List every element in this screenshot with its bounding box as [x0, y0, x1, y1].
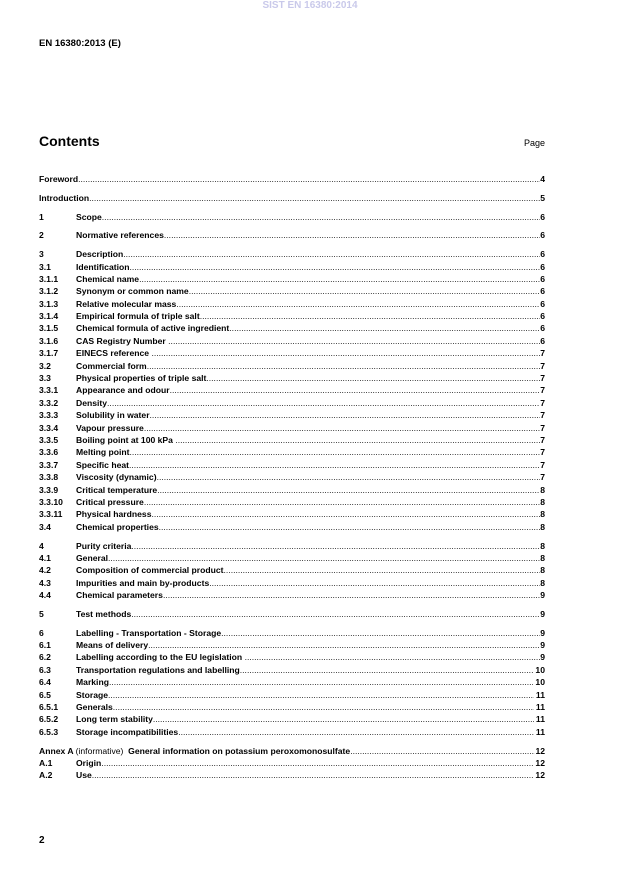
toc-entry[interactable]	[39, 397, 545, 409]
dot-leader	[157, 471, 541, 483]
toc-entry[interactable]	[39, 564, 545, 576]
toc-entry-number: 6.3	[39, 664, 51, 675]
toc-entry-number: 3.3.4	[39, 422, 59, 433]
toc-entry[interactable]	[39, 651, 545, 663]
dot-leader	[147, 360, 541, 372]
toc-entry-number: 1	[39, 211, 44, 222]
toc-entry-number: 3.1.7	[39, 348, 59, 359]
toc-entry[interactable]	[39, 446, 545, 458]
dot-leader	[92, 769, 533, 781]
toc-entry-page: 9	[540, 640, 545, 651]
watermark: SIST EN 16380:2014	[262, 0, 358, 11]
toc-entry-number: 4	[39, 540, 44, 551]
dot-leader	[108, 689, 534, 701]
toc-entry-page: 9	[540, 590, 545, 601]
toc-entry-number: A.2	[39, 770, 53, 781]
toc-entry-number: 3.3.6	[39, 447, 59, 458]
toc-entry-title: Synonym or common name	[76, 286, 189, 297]
toc-entry-page: 11	[533, 701, 545, 712]
toc-entry-title: Transportation regulations and labelling	[76, 664, 240, 675]
dot-leader	[129, 459, 540, 471]
toc-entry-number: 3.1	[39, 261, 51, 272]
dot-leader	[189, 285, 541, 297]
annex-label: Annex A	[39, 745, 74, 756]
toc-entry-page: 9	[540, 627, 545, 638]
toc-entry-title: Introduction	[39, 192, 90, 203]
toc-entry-title: Chemical properties	[76, 521, 159, 532]
toc-entry-number: 3.1.2	[39, 286, 59, 297]
toc-entry-title: Vapour pressure	[76, 422, 144, 433]
toc-entry-number: 3.3.1	[39, 385, 59, 396]
toc-entry-title: Density	[76, 397, 108, 408]
toc-entry-number: 3.3.3	[39, 410, 59, 421]
toc-entry-page: 8	[540, 496, 545, 507]
dot-leader	[151, 347, 540, 359]
dot-leader	[168, 335, 540, 347]
dot-leader	[108, 552, 540, 564]
dot-leader	[170, 384, 541, 396]
toc-entry-title: General	[76, 552, 109, 563]
toc-entry-page: 7	[540, 360, 545, 371]
toc-entry-number: 6	[39, 627, 44, 638]
dot-leader	[102, 211, 540, 223]
toc-entry[interactable]	[39, 285, 545, 297]
toc-entry[interactable]	[39, 757, 545, 769]
dot-leader	[151, 508, 540, 520]
toc-entry-number: 6.5	[39, 689, 51, 700]
toc-entry[interactable]	[39, 639, 545, 651]
toc-entry-page: 7	[540, 447, 545, 458]
toc-entry-title: Foreword	[39, 174, 79, 184]
toc-entry-page: 6	[540, 323, 545, 334]
toc-entry-page: 11	[533, 689, 545, 700]
toc-entry[interactable]	[39, 384, 545, 396]
toc-entry-page: 6	[540, 211, 545, 222]
toc-entry-title: Appearance and odour	[76, 385, 170, 396]
toc-entry[interactable]	[39, 310, 545, 322]
toc-entry-page: 8	[540, 484, 545, 495]
toc-entry-page: 8	[540, 577, 545, 588]
toc-entry-page: 10	[533, 664, 545, 675]
toc-entry[interactable]	[39, 508, 545, 520]
toc-entry[interactable]	[39, 409, 545, 421]
toc-entry-number: 3.4	[39, 521, 51, 532]
toc-entry-number: 6.5.3	[39, 726, 59, 737]
dot-leader	[176, 298, 540, 310]
dot-leader	[144, 422, 540, 434]
annex-title: General information on potassium peroxomonosulfate	[128, 745, 351, 756]
toc-entry[interactable]	[39, 372, 545, 384]
toc-entry-title: Impurities and main by-products	[76, 577, 210, 588]
toc-entry-number: 2	[39, 230, 44, 241]
toc-entry[interactable]	[39, 347, 545, 359]
toc-entry[interactable]	[39, 434, 545, 446]
dot-leader	[350, 745, 535, 757]
dot-leader	[144, 496, 540, 508]
dot-leader	[229, 322, 540, 334]
toc-entry[interactable]	[39, 229, 545, 241]
toc-entry-number: 6.4	[39, 677, 51, 688]
toc-entry-title: Storage incompatibilities	[76, 726, 179, 737]
toc-entry-title: Physical hardness	[76, 509, 152, 520]
toc-entry[interactable]	[39, 192, 545, 204]
toc-entry-page: 8	[540, 509, 545, 520]
toc-entry[interactable]	[39, 248, 545, 260]
toc-entry-page: 11	[533, 714, 545, 725]
toc-entry-title: Critical pressure	[76, 496, 144, 507]
toc-entry-title: CAS Registry Number	[76, 335, 169, 346]
dot-leader	[113, 701, 534, 713]
document-header: EN 16380:2013 (E)	[39, 38, 121, 49]
toc-entry-number: 4.4	[39, 590, 51, 601]
toc-entry-title: Test methods	[76, 608, 132, 619]
toc-entry-number: 3.3.5	[39, 434, 59, 445]
toc-entry-page: 7	[540, 348, 545, 359]
toc-entry-page: 7	[540, 385, 545, 396]
toc-entry-page: 6	[540, 230, 545, 241]
annex-qualifier: (informative)	[75, 745, 124, 756]
toc-entry[interactable]	[39, 769, 545, 781]
toc-entry-number: 3.3.2	[39, 397, 59, 408]
toc-entry-page: 7	[540, 422, 545, 433]
dot-leader	[206, 372, 540, 384]
toc-entry[interactable]	[39, 726, 545, 738]
dot-leader	[123, 248, 540, 260]
toc-entry-number: 5	[39, 608, 44, 619]
toc-entry-number: 4.1	[39, 552, 51, 563]
toc-entry-title: EINECS reference	[76, 348, 152, 359]
toc-entry-page: 9	[540, 652, 545, 663]
toc-entry-page: 6	[540, 249, 545, 260]
dot-leader	[240, 664, 533, 676]
toc-entry-title	[39, 745, 350, 757]
toc-entry-number: 3.1.6	[39, 335, 59, 346]
toc-entry-number: 3.3.8	[39, 472, 59, 483]
toc-entry-number: 6.5.2	[39, 714, 59, 725]
dot-leader	[157, 484, 540, 496]
toc-entry-page: 9	[540, 608, 545, 619]
toc-entry-page: 7	[540, 434, 545, 445]
toc-entry-page: 8	[540, 540, 545, 551]
toc-entry-annex-a[interactable]	[39, 745, 545, 757]
toc-entry[interactable]	[39, 540, 545, 552]
toc-entry-number: 6.5.1	[39, 701, 59, 712]
toc-entry-page: 10	[533, 677, 545, 688]
toc-entry[interactable]	[39, 261, 545, 273]
toc-entry-page: 7	[540, 373, 545, 384]
dot-leader	[200, 310, 541, 322]
dot-leader	[131, 608, 540, 620]
toc-entry-number: 3.2	[39, 360, 51, 371]
toc-entry-number: 3.3.10	[39, 496, 63, 507]
toc-entry-page: 7	[540, 397, 545, 408]
toc-entry-title: Labelling - Transportation - Storage	[76, 627, 222, 638]
toc-entry-number: 4.2	[39, 565, 51, 576]
toc-entry-number: 3.3.11	[39, 509, 63, 520]
dot-leader	[224, 564, 541, 576]
toc-entry-title: Commercial form	[76, 360, 147, 371]
toc-entry-page: 6	[540, 286, 545, 297]
toc-entry-page: 8	[540, 565, 545, 576]
dot-leader	[109, 676, 533, 688]
dot-leader	[139, 273, 540, 285]
dot-leader	[89, 192, 540, 204]
toc-entry-page: 11	[533, 726, 545, 737]
toc-entry-page: 7	[540, 459, 545, 470]
toc-entry-page: 7	[540, 410, 545, 421]
dot-leader	[245, 651, 541, 663]
toc-entry-title: Marking	[76, 677, 109, 688]
table-of-contents	[39, 173, 545, 782]
toc-entry[interactable]	[39, 608, 545, 620]
dot-leader	[153, 713, 534, 725]
toc-entry-title: Purity criteria	[76, 540, 132, 551]
toc-entry-title: Composition of commercial product	[76, 565, 224, 576]
toc-entry[interactable]	[39, 664, 545, 676]
toc-entry[interactable]	[39, 211, 545, 223]
toc-entry[interactable]	[39, 676, 545, 688]
toc-entry-title: Solubility in water	[76, 410, 150, 421]
toc-entry-title: Description	[76, 249, 124, 260]
toc-entry-page: 8	[540, 552, 545, 563]
toc-entry[interactable]	[39, 552, 545, 564]
dot-leader	[159, 521, 541, 533]
toc-entry[interactable]	[39, 422, 545, 434]
dot-leader	[163, 589, 540, 601]
toc-entry-title: Boiling point at 100 kPa	[76, 434, 176, 445]
toc-entry[interactable]	[39, 360, 545, 372]
toc-entry-title: Generals	[76, 701, 113, 712]
toc-entry[interactable]	[39, 521, 545, 533]
toc-entry-number: 3.3.9	[39, 484, 59, 495]
toc-entry-title: Chemical parameters	[76, 590, 163, 601]
toc-entry-title: Melting point	[76, 447, 130, 458]
toc-entry-page: 12	[535, 745, 545, 756]
page-column-label: Page	[523, 138, 545, 148]
toc-entry-number: 6.2	[39, 652, 51, 663]
toc-entry-page: 5	[540, 192, 545, 203]
toc-entry[interactable]	[39, 273, 545, 285]
dot-leader	[221, 627, 540, 639]
toc-entry-page: 8	[540, 521, 545, 532]
toc-entry-title: Normative references	[76, 230, 164, 241]
toc-entry-title: Viscosity (dynamic)	[76, 472, 157, 483]
toc-entry[interactable]	[39, 298, 545, 310]
toc-entry-page: 12	[533, 757, 545, 768]
dot-leader	[148, 639, 540, 651]
toc-entry-number: 4.3	[39, 577, 51, 588]
toc-entry-title: Long term stability	[76, 714, 153, 725]
toc-entry-title: Physical properties of triple salt	[76, 373, 207, 384]
dot-leader	[129, 261, 540, 273]
toc-entry-title: Critical temperature	[76, 484, 158, 495]
toc-entry-title: Chemical name	[76, 273, 140, 284]
dot-leader	[178, 726, 533, 738]
toc-entry-number: 6.1	[39, 640, 51, 651]
toc-entry[interactable]	[39, 471, 545, 483]
toc-entry-number: 3.3	[39, 373, 51, 384]
toc-entry-title: Scope	[76, 211, 102, 222]
toc-entry[interactable]	[39, 322, 545, 334]
toc-entry-number: 3.1.4	[39, 311, 59, 322]
toc-entry-page: 6	[540, 273, 545, 284]
toc-entry-page: 4	[540, 174, 545, 184]
toc-entry-title: Means of delivery	[76, 640, 149, 651]
dot-leader	[131, 540, 540, 552]
dot-leader	[164, 229, 540, 241]
toc-entry-title: Empirical formula of triple salt	[76, 311, 200, 322]
toc-entry-page: 6	[540, 311, 545, 322]
toc-entry[interactable]	[39, 689, 545, 701]
toc-entry-page: 6	[540, 335, 545, 346]
dot-leader	[78, 173, 540, 185]
toc-entry[interactable]	[39, 713, 545, 725]
dot-leader	[150, 409, 541, 421]
dot-leader	[209, 577, 540, 589]
dot-leader	[107, 397, 540, 409]
toc-entry[interactable]	[39, 577, 545, 589]
toc-entry-number: 3.1.5	[39, 323, 59, 334]
toc-entry-title: Specific heat	[76, 459, 130, 470]
toc-entry-number: 3.1.1	[39, 273, 59, 284]
toc-entry-page: 7	[540, 472, 545, 483]
toc-entry-page: 6	[540, 261, 545, 272]
toc-entry-title: Labelling according to the EU legislation	[76, 652, 245, 663]
toc-entry[interactable]	[39, 335, 545, 347]
toc-entry-page: 12	[533, 770, 545, 781]
page-number: 2	[39, 835, 45, 846]
toc-entry-title: Identification	[76, 261, 130, 272]
dot-leader	[129, 446, 540, 458]
contents-title: Contents	[39, 133, 100, 149]
toc-entry[interactable]	[39, 484, 545, 496]
toc-entry-number: 3.1.3	[39, 298, 59, 309]
toc-entry-page: 6	[540, 298, 545, 309]
toc-entry-title: Use	[76, 770, 92, 781]
toc-entry[interactable]	[39, 459, 545, 471]
toc-entry[interactable]	[39, 173, 545, 185]
toc-entry[interactable]	[39, 701, 545, 713]
toc-entry[interactable]	[39, 627, 545, 639]
toc-entry-number: A.1	[39, 757, 53, 768]
toc-entry[interactable]	[39, 589, 545, 601]
toc-entry-title: Origin	[76, 757, 102, 768]
dot-leader	[101, 757, 533, 769]
toc-entry-title: Relative molecular mass	[76, 298, 177, 309]
toc-entry-number: 3	[39, 249, 44, 260]
toc-entry-title: Storage	[76, 689, 108, 700]
toc-entry[interactable]	[39, 496, 545, 508]
toc-entry-number: 3.3.7	[39, 459, 59, 470]
toc-entry-title: Chemical formula of active ingredient	[76, 323, 230, 334]
dot-leader	[175, 434, 540, 446]
